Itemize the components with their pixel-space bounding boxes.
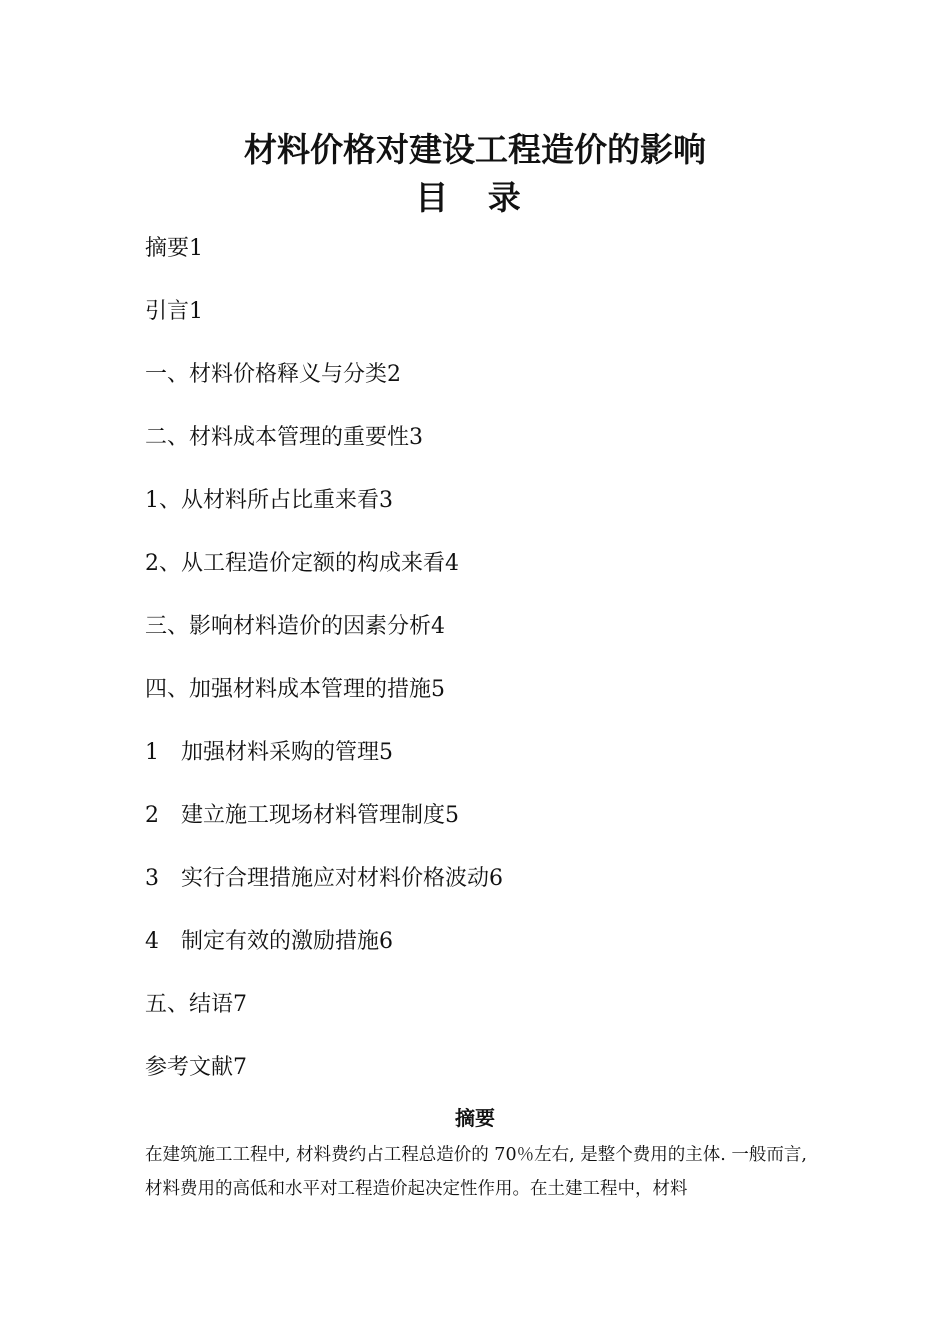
toc-item-page: 5 [445, 803, 460, 828]
toc-item-text: 五、结语 [145, 992, 234, 1017]
document-title: 材料价格对建设工程造价的影响 [244, 130, 706, 169]
toc-item-text: 四、加强材料成本管理的措施 [145, 677, 432, 702]
table-of-contents [145, 230, 845, 1112]
toc-item-number: 4 [145, 929, 159, 954]
toc-item-page: 3 [379, 488, 393, 513]
toc-item-text: 三、影响材料造价的因素分析 [145, 614, 432, 639]
toc-item-page: 6 [489, 866, 504, 891]
toc-item-text: 摘要 [145, 236, 190, 261]
toc-item-text: 2、从工程造价定额的构成来看 [145, 551, 445, 576]
toc-item-text: 实行合理措施应对材料价格波动 [181, 866, 490, 891]
toc-item-page: 7 [233, 992, 248, 1017]
toc-item-section-5[interactable] [145, 986, 845, 1049]
toc-item-number: 2 [145, 803, 159, 828]
toc-item-text: 一、材料价格释义与分类 [145, 362, 388, 387]
toc-item-abstract[interactable] [145, 230, 845, 293]
toc-item-introduction[interactable] [145, 293, 845, 356]
toc-heading: 目 录 [415, 178, 535, 217]
toc-item-section-4[interactable] [145, 671, 845, 734]
abstract-heading: 摘要 [455, 1106, 495, 1130]
toc-item-section-2-1[interactable] [145, 482, 845, 545]
toc-item-number: 1 [145, 740, 159, 765]
toc-item-page: 1 [189, 236, 204, 261]
toc-item-page: 5 [431, 677, 446, 702]
toc-item-page: 4 [445, 551, 459, 576]
toc-item-page: 3 [409, 425, 424, 450]
toc-item-page: 4 [431, 614, 446, 639]
toc-item-text: 制定有效的激励措施 [181, 929, 380, 954]
toc-item-text: 引言 [145, 299, 190, 324]
toc-item-section-2-2[interactable] [145, 545, 845, 608]
toc-item-page: 6 [379, 929, 394, 954]
toc-item-page: 2 [387, 362, 402, 387]
toc-item-section-1[interactable] [145, 356, 845, 419]
toc-item-section-4-4[interactable] [145, 923, 845, 986]
toc-item-section-4-1[interactable] [145, 734, 845, 797]
abstract-paragraph: 在建筑施工工程中, 材料费约占工程总造价的 70％左右, 是整个费用的主体. 一般而言, 材料费用的高低和水平对工程造价起决定性作用。在土建工程中，材料 [145, 1145, 807, 1199]
toc-item-section-4-2[interactable] [145, 797, 845, 860]
toc-item-text: 加强材料采购的管理 [181, 740, 380, 765]
toc-item-text: 1、从材料所占比重来看 [145, 488, 379, 513]
toc-item-text: 建立施工现场材料管理制度 [181, 803, 446, 828]
toc-item-page: 5 [379, 740, 394, 765]
toc-item-text: 二、材料成本管理的重要性 [145, 425, 410, 450]
toc-item-page: 7 [233, 1055, 248, 1080]
toc-item-number: 3 [145, 866, 159, 891]
toc-item-section-2[interactable] [145, 419, 845, 482]
toc-item-page: 1 [189, 299, 204, 324]
toc-item-section-3[interactable] [145, 608, 845, 671]
toc-item-section-4-3[interactable] [145, 860, 845, 923]
toc-item-text: 参考文献 [145, 1055, 234, 1080]
